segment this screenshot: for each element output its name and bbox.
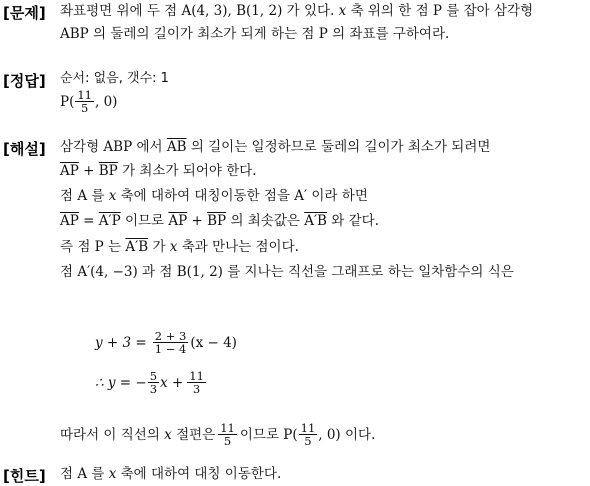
equation-2-fraction-2: $\frac{11}{3}$ <box>189 369 204 396</box>
explanation-line-6: 점 A′(4, −3) 과 점 B(1, 2) 를 지나는 직선을 그래프로 하는 일차함수의 식은 <box>60 264 514 280</box>
equation-1-fraction: $\frac{2 + 3}{1 - 4}$ <box>154 329 187 356</box>
label-explanation: [해설] <box>3 140 46 158</box>
explanation-line-4: $\overline{AP} = A'P$ 이므로 $\overline{AP} + \overline{BP}$ 의 최솟값은 A′B 와 같다. <box>60 213 379 229</box>
explanation-line-1: 삼각형 ABP 에서 $\overline{AB}$ 의 길이는 일정하므로 둘레의 길이가 최소가 되려면 <box>60 139 491 155</box>
equation-2-fraction-1: $\frac{5}{3}$ <box>149 369 158 396</box>
explanation-line-3: 점 A 를 x 축에 대하여 대칭이동한 점을 A′ 이라 하면 <box>60 188 368 204</box>
answer-meta: 순서: 없음, 갯수: 1 <box>60 71 169 86</box>
equation-2: ∴ y = − $\frac{5}{3}$ x + $\frac{11}{3}$ <box>95 369 204 396</box>
problem-line-1: 좌표평면 위에 두 점 A(4, 3), B(1, 2) 가 있다. x 축 위의 한 점 P 를 잡아 삼각형 <box>60 3 534 19</box>
problem-line-2: ABP 의 둘레의 길이가 최소가 되게 하는 점 P 의 좌표를 구하여라. <box>60 26 450 42</box>
explanation-line-7: 따라서 이 직선의 x 절편은 $\frac{11}{5}$ 이므로 P( $\frac{11}{5}$ , 0) 이다. <box>60 421 376 448</box>
explanation-line-5: 즉 점 P 는 A′B 가 x 축과 만나는 점이다. <box>60 239 299 255</box>
answer-fraction: $\frac{11}{5}$ <box>77 88 92 115</box>
label-problem: [문제] <box>3 4 46 22</box>
point-fraction: $\frac{11}{5}$ <box>300 421 316 448</box>
hint-line: 점 A 를 x 축에 대하여 대칭 이동한다. <box>60 466 282 482</box>
answer-point: P( $\frac{11}{5}$ , 0) <box>60 88 118 115</box>
label-hint: [힌트] <box>3 467 46 485</box>
intercept-fraction: $\frac{11}{5}$ <box>220 421 235 448</box>
equation-1: y + 3 = $\frac{2 + 3}{1 - 4}$ (x − 4) <box>95 329 237 356</box>
label-answer: [정답] <box>3 72 46 90</box>
explanation-line-2: $\overline{AP} + \overline{BP}$ 가 최소가 되어야 한다. <box>60 163 257 179</box>
